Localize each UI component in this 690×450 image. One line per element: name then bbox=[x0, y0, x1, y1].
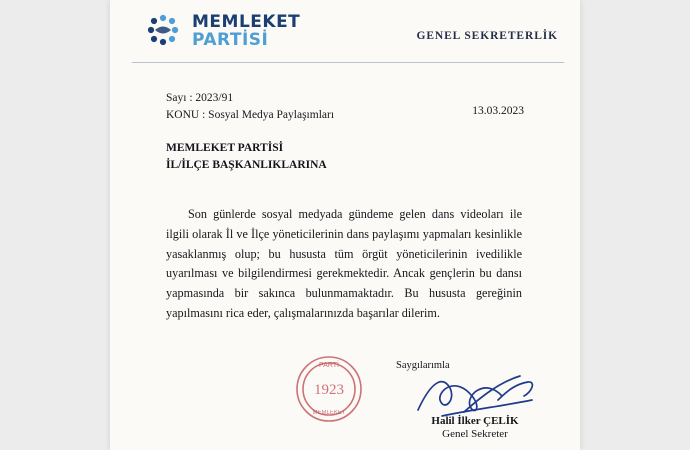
svg-text:PARTİ: PARTİ bbox=[319, 362, 339, 369]
letterhead bbox=[110, 0, 580, 62]
signature-greeting: Saygılarımla bbox=[396, 360, 450, 371]
addressee-block bbox=[166, 140, 327, 175]
signatory-title: Genel Sekreter bbox=[442, 428, 508, 440]
page-backdrop-left bbox=[0, 0, 110, 450]
meta-row-number bbox=[166, 90, 334, 107]
signatory-name: Halil İlker ÇELİK bbox=[431, 415, 519, 427]
dots-circle-emblem-icon bbox=[142, 10, 184, 52]
svg-text:MEMLEKET: MEMLEKET bbox=[312, 410, 346, 416]
number-value: : 2023/91 bbox=[189, 92, 234, 104]
party-logo-text bbox=[192, 11, 301, 50]
subject-value: : Sosyal Medya Paylaşımları bbox=[202, 108, 335, 121]
header-divider bbox=[132, 62, 564, 63]
department-label: GENEL SEKRETERLİK bbox=[416, 30, 558, 42]
addressee-line-2: İL/İLÇE BAŞKANLIKLARINA bbox=[166, 159, 327, 172]
subject-label: KONU bbox=[166, 108, 200, 121]
page-backdrop-right bbox=[580, 0, 690, 450]
handwritten-signature-icon bbox=[412, 366, 542, 422]
meta-row-subject bbox=[166, 107, 334, 124]
addressee-line-1: MEMLEKET PARTİSİ bbox=[166, 142, 284, 154]
letter-document bbox=[110, 0, 580, 450]
number-label: Sayı bbox=[166, 92, 187, 104]
document-meta bbox=[166, 90, 334, 123]
logo-line-1: MEMLEKET bbox=[192, 11, 301, 32]
logo-line-2: PARTİSİ bbox=[192, 29, 269, 50]
body-paragraph: Son günlerde sosyal medyada gündeme gelen dans videoları ile ilgili olarak İl ve İlçe yöneticilerinin dans paylaşımı yapmaları kesinlikle yasaklanmış olup; bu hususta tüm örgüt yöneticilerinin ivedilikle uyarılması ve bilgilendirmesi gerekmektedir. Ancak gençlerin bu dansı yapmasında bir sakınca bulunmamaktadır. Bu hususta gereğinin yapılmasını rica eder, çalışmalarınızda başarılar dilerim. bbox=[166, 207, 522, 320]
svg-text:1923: 1923 bbox=[314, 382, 344, 398]
document-date: 13.03.2023 bbox=[472, 105, 524, 117]
signature-block bbox=[390, 360, 560, 440]
round-party-stamp-icon bbox=[292, 352, 366, 426]
party-logo bbox=[142, 10, 300, 52]
